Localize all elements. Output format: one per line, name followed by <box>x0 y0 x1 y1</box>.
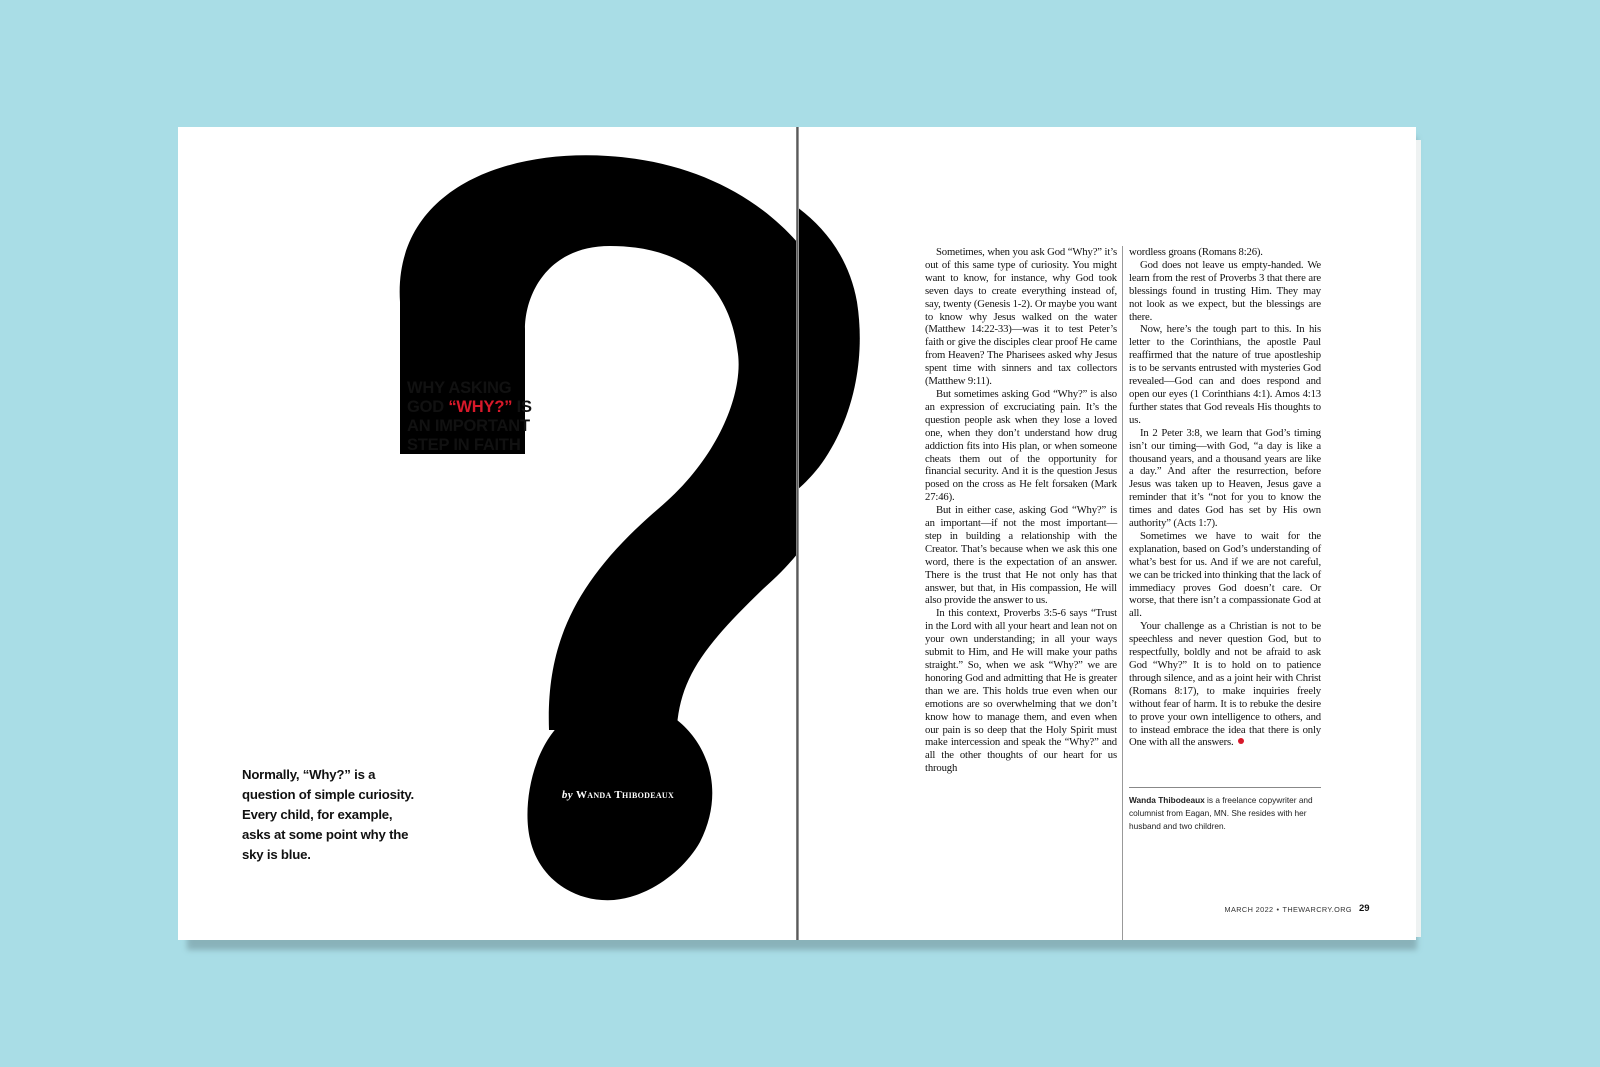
right-page <box>799 127 1416 940</box>
bio-name: Wanda Thibodeaux <box>1129 795 1205 805</box>
paragraph-last <box>1129 620 1321 749</box>
folio <box>1222 905 1352 914</box>
headline-line-2-pre: GOD <box>407 398 449 416</box>
left-page <box>178 127 797 940</box>
folio-site: THEWARCRY.ORG <box>1282 905 1352 914</box>
folio-separator: • <box>1276 905 1280 914</box>
headline-line-2-post: IS <box>512 398 532 416</box>
bio-text: is a freelance copywriter and columnist from Eagan, MN. She resides with her husband and two children. <box>1129 795 1313 831</box>
article-column-1 <box>925 246 1117 775</box>
headline-line-2 <box>407 398 557 417</box>
paragraph: Sometimes we have to wait for the explanation, based on God’s understanding of what’s best for us. And if we are not careful, we can be tricked into thinking that the lack of immediacy proves God doesn’t care. Or worse, that there isn’t a compassionate God at all. <box>1129 529 1321 620</box>
paragraph: In 2 Peter 3:8, we learn that God’s timing isn’t our timing—with God, “a day is like a thousand years, and a thousand years are like a day.” And after the resurrection, before Jesus was taken up to Heaven, Jesus gave a reminder that it’s “not for you to know the times and dates God has set by His own authority” (Acts 1:7). <box>1129 426 1321 530</box>
page-number: 29 <box>1359 903 1370 914</box>
headline-line-4: STEP IN FAITH <box>407 436 521 454</box>
headline-line-3: AN IMPORTANT <box>407 417 530 435</box>
paragraph-last-text: Your challenge as a Christian is not to be speechless and never question God, but to respectfully, boldly and not be afraid to ask God “Why?” It is to hold on to patience through silence, and as a joint heir with Christ (Romans 8:17), to make inquiries freely without fear of harm. It is to rebuke the desire to prove your own intelligence to others, and to instead embrace the idea that there is only One with all the answers. <box>1129 620 1321 749</box>
paragraph: In this context, Proverbs 3:5-6 says “Trust in the Lord with all your heart and lean not on your own understanding; in all your ways submit to Him, and He will make your paths straight.” So, when we ask “Why?” we are honoring God and admitting that He is greater than we are. This holds true even when our emotions are so overwhelming that we don’t know how to manage them, and even when our pain is so deep that the Holy Spirit must make intercession and speak the “Why?” and all the other thoughts of our heart for us through <box>925 607 1117 775</box>
paragraph: Now, here’s the tough part to this. In his letter to the Corinthians, the apostle Paul reaffirmed that the nature of true apostleship is to be servants entrusted with mysteries God revealed—God can and does respond and open our eyes (1 Corinthians 4:1). Amos 4:13 further states that God reveals His thoughts to us. <box>1129 323 1321 426</box>
headline-accent: “WHY?” <box>448 398 513 416</box>
paragraph: But sometimes asking God “Why?” is also an expression of excruciating pain. It’s the question people ask when they lose a loved one, when they don’t understand how drug addiction fits into His plan, or when someone cheats them out of the opportunity for financial security. And it is the question Jesus posed on the cross as He felt forsaken (Mark 27:46). <box>925 387 1117 504</box>
paragraph-continued: wordless groans (Romans 8:26). <box>1129 246 1263 258</box>
deck-text: Normally, “Why?” is a question of simple curiosity. Every child, for example, asks at some point why the sky is blue. <box>242 767 415 862</box>
headline <box>407 379 557 455</box>
folio-date: MARCH 2022 <box>1224 905 1274 914</box>
headline-line-1: WHY ASKING <box>407 379 512 397</box>
author-bio <box>1129 787 1321 833</box>
byline <box>523 789 713 801</box>
byline-author: Wanda Thibodeaux <box>575 789 675 801</box>
byline-by: by <box>561 789 573 801</box>
column-rule <box>1122 246 1123 940</box>
end-mark-icon <box>1238 738 1244 744</box>
paragraph: But in either case, asking God “Why?” is an important—if not the most important—step in building a relationship with the Creator. That’s because when we ask this one word, there is the expectation of an answer. There is the trust that He not only has that answer, but that, in His compassion, He will also provide the answer to us. <box>925 504 1117 607</box>
article-column-2 <box>1129 246 1321 749</box>
paragraph: Sometimes, when you ask God “Why?” it’s out of this same type of curiosity. You might want to know, for instance, why God took seven days to create everything instead of, say, twenty (Genesis 1-2). Or maybe you want to know why Jesus walked on the water (Matthew 14:22-33)—was it to test Peter’s faith or give the disciples clear proof He came from Heaven? The Pharisees asked why Jesus spent time with sinners and tax collectors (Matthew 9:11). <box>925 246 1117 388</box>
paragraph: God does not leave us empty-handed. We learn from the rest of Proverbs 3 that there are blessings found in trusting Him. They may not look as we expect, but the blessings are there. <box>1129 258 1321 323</box>
